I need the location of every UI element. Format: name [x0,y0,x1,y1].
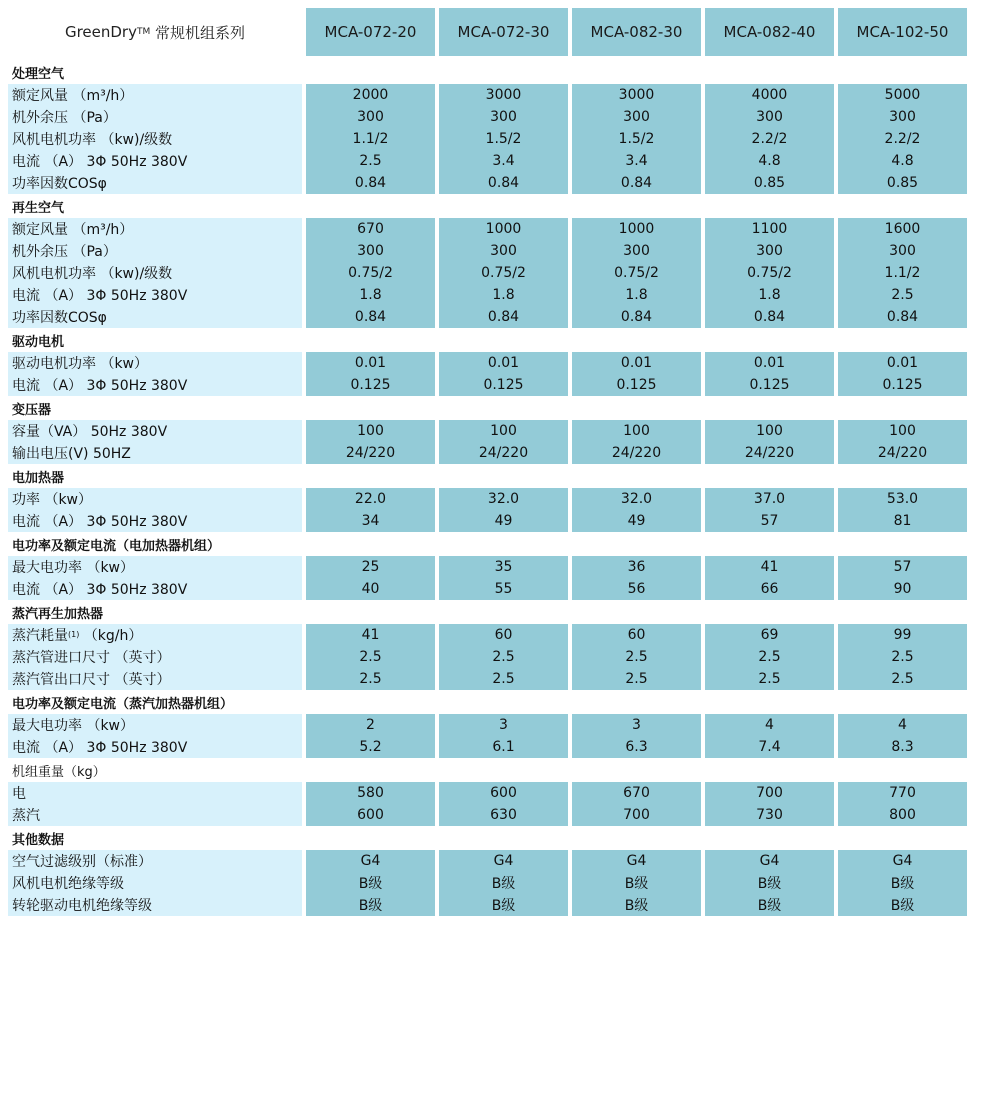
row-label [8,894,302,916]
value-cell: 34 [361,513,380,529]
value-column [439,488,568,532]
row-label-text: 蒸汽 [12,808,40,824]
value-cell: 300 [889,243,916,259]
value-cell: 0.85 [886,175,919,191]
row-label-text: 机外余压 （Pa） [12,110,117,126]
row-label [8,262,302,284]
value-cell: 630 [490,807,517,823]
value-column [705,420,834,464]
value-cell: G4 [626,853,647,869]
value-cell: 300 [623,109,650,125]
row-label-text: 电流 （A） 3Φ 50Hz 380V [12,514,188,530]
value-cell: B级 [890,898,915,914]
value-column [439,714,568,758]
value-cell: 300 [889,109,916,125]
row-label-text: 电流 （A） 3Φ 50Hz 380V [12,154,188,170]
value-cell: 32.0 [620,491,653,507]
value-cell: G4 [759,853,780,869]
section-title: 机组重量（kg） [8,758,984,782]
value-cell: 24/220 [744,445,795,461]
section-title: 处理空气 [8,60,984,84]
row-label [8,556,302,578]
value-cell: 7.4 [758,739,781,755]
value-cell: 0.84 [620,175,653,191]
value-cell: 32.0 [487,491,520,507]
value-cell: 24/220 [611,445,662,461]
value-cell: 8.3 [891,739,914,755]
value-cell: 770 [889,785,916,801]
value-cell: 1.8 [758,287,781,303]
value-cell: 600 [490,785,517,801]
value-column [439,782,568,826]
value-cell: 300 [490,243,517,259]
value-column [306,782,435,826]
value-column [838,218,967,328]
value-cell: 3000 [485,87,522,103]
value-cell: 60 [494,627,513,643]
value-column [572,218,701,328]
label-column [8,352,302,396]
row-label [8,128,302,150]
value-cell: 100 [623,423,650,439]
row-label [8,872,302,894]
row-label [8,646,302,668]
value-cell: 0.84 [354,309,387,325]
row-label [8,150,302,172]
row-label-text: 驱动电机功率 （kw） [12,356,149,372]
value-cell: 55 [494,581,513,597]
value-cell: 600 [357,807,384,823]
value-column [439,352,568,396]
row-label [8,850,302,872]
section-title: 变压器 [8,396,984,420]
value-cell: 0.01 [354,355,387,371]
value-cell: 3.4 [492,153,515,169]
value-cell: 69 [760,627,779,643]
value-column [439,624,568,690]
section-rows [8,624,984,690]
value-column [306,420,435,464]
value-column [838,624,967,690]
row-label [8,510,302,532]
value-cell: 24/220 [877,445,928,461]
brand-name: GreenDry [64,23,137,41]
row-label-text: 电流 （A） 3Φ 50Hz 380V [12,288,188,304]
label-column [8,218,302,328]
value-column [572,352,701,396]
value-cell: B级 [757,876,782,892]
value-cell: 90 [893,581,912,597]
value-cell: B级 [890,876,915,892]
value-cell: 4000 [751,87,788,103]
value-column [572,488,701,532]
value-cell: 100 [357,423,384,439]
row-label [8,420,302,442]
value-column [705,488,834,532]
row-label [8,172,302,194]
value-column [439,556,568,600]
value-cell: 3000 [618,87,655,103]
value-cell: 6.3 [625,739,648,755]
value-cell: 1.1/2 [884,265,921,281]
value-cell: 66 [760,581,779,597]
label-column [8,84,302,194]
value-column [838,782,967,826]
value-column [306,84,435,194]
value-cell: 5000 [884,87,921,103]
row-label [8,374,302,396]
value-cell: 1.5/2 [618,131,655,147]
value-cell: 0.125 [882,377,923,393]
value-cell: 100 [490,423,517,439]
value-cell: 0.01 [753,355,786,371]
row-label-text: 最大电功率 （kw） [12,718,135,734]
value-column [705,782,834,826]
value-cell: 2 [366,717,375,733]
value-cell: 700 [756,785,783,801]
value-column [572,782,701,826]
value-column [838,84,967,194]
value-cell: 2.2/2 [751,131,788,147]
model-header-3: MCA-082-30 [572,8,701,56]
value-cell: 2.5 [891,671,914,687]
row-label-text: 额定风量 （m³/h） [12,88,134,104]
value-column [838,850,967,916]
model-header-1: MCA-072-20 [306,8,435,56]
value-column [306,218,435,328]
value-cell: 56 [627,581,646,597]
value-cell: 4.8 [891,153,914,169]
value-cell: 0.84 [620,309,653,325]
value-cell: 41 [760,559,779,575]
value-cell: 81 [893,513,912,529]
section-rows [8,352,984,396]
value-column [439,420,568,464]
row-label-text: 额定风量 （m³/h） [12,222,134,238]
value-cell: 4 [765,717,774,733]
value-cell: 60 [627,627,646,643]
value-cell: 0.84 [753,309,786,325]
row-label-text: 蒸汽耗量 [12,628,68,644]
section-rows [8,84,984,194]
row-label-text: 电 [12,786,26,802]
section-title: 蒸汽再生加热器 [8,600,984,624]
row-label [8,306,302,328]
value-cell: 2.5 [625,671,648,687]
row-label-text: 转轮驱动电机绝缘等级 [12,898,152,914]
value-cell: 53.0 [886,491,919,507]
value-cell: 300 [357,243,384,259]
value-column [306,556,435,600]
value-cell: 580 [357,785,384,801]
value-cell: 0.75/2 [348,265,393,281]
value-cell: 2.5 [492,671,515,687]
value-cell: 24/220 [345,445,396,461]
value-cell: 2000 [352,87,389,103]
value-cell: 40 [361,581,380,597]
value-cell: B级 [491,876,516,892]
value-column [705,84,834,194]
value-cell: B级 [358,876,383,892]
value-cell: 2.5 [758,649,781,665]
value-cell: 0.125 [350,377,391,393]
value-cell: 41 [361,627,380,643]
value-cell: 2.5 [625,649,648,665]
value-cell: 35 [494,559,513,575]
label-column [8,714,302,758]
model-header-5: MCA-102-50 [838,8,967,56]
row-label-text: 空气过滤级别（标准） [12,854,152,870]
row-label-text: 蒸汽管进口尺寸 （英寸） [12,650,171,666]
row-label-unit: （kg/h） [79,628,143,644]
value-cell: 2.5 [891,287,914,303]
row-label-text: 机外余压 （Pa） [12,244,117,260]
value-column [838,714,967,758]
value-cell: 670 [623,785,650,801]
row-label-text: 输出电压(V) 50HZ [12,446,131,462]
value-column [306,624,435,690]
row-label [8,578,302,600]
row-label [8,668,302,690]
section-rows [8,782,984,826]
value-column [705,218,834,328]
value-cell: B级 [491,898,516,914]
value-cell: 49 [494,513,513,529]
row-label-text: 风机电机绝缘等级 [12,876,124,892]
value-cell: 800 [889,807,916,823]
value-cell: G4 [892,853,913,869]
value-column [306,488,435,532]
row-label-text: 容量（VA） 50Hz 380V [12,424,168,440]
row-label [8,442,302,464]
value-cell: 0.75/2 [614,265,659,281]
value-cell: G4 [360,853,381,869]
value-cell: 5.2 [359,739,382,755]
value-column [838,352,967,396]
section-title: 其他数据 [8,826,984,850]
value-column [572,624,701,690]
row-label [8,736,302,758]
value-cell: 1.8 [359,287,382,303]
row-label-text: 最大电功率 （kw） [12,560,135,576]
value-cell: 24/220 [478,445,529,461]
value-cell: 25 [361,559,380,575]
value-cell: B级 [624,898,649,914]
section-rows [8,218,984,328]
value-cell: 36 [627,559,646,575]
value-cell: B级 [358,898,383,914]
value-cell: 2.5 [758,671,781,687]
value-cell: 4 [898,717,907,733]
spec-table [8,8,984,916]
row-label-text: 风机电机功率 （kw)/级数 [12,132,173,148]
value-cell: 2.5 [359,153,382,169]
value-column [439,850,568,916]
value-column [572,714,701,758]
value-cell: 0.75/2 [747,265,792,281]
value-cell: 300 [756,109,783,125]
value-cell: 1000 [485,221,522,237]
value-cell: 0.84 [487,175,520,191]
row-label-text: 功率因数COSφ [12,310,107,326]
row-label [8,782,302,804]
value-cell: 0.01 [886,355,919,371]
value-cell: B级 [624,876,649,892]
value-cell: 1.8 [492,287,515,303]
value-cell: 2.5 [359,649,382,665]
row-label-text: 电流 （A） 3Φ 50Hz 380V [12,378,188,394]
value-cell: 730 [756,807,783,823]
value-column [572,850,701,916]
value-cell: 2.2/2 [884,131,921,147]
value-column [439,84,568,194]
section-rows [8,714,984,758]
value-column [705,850,834,916]
value-cell: 0.01 [487,355,520,371]
label-column [8,488,302,532]
value-column [705,624,834,690]
value-cell: 300 [623,243,650,259]
row-label [8,84,302,106]
table-body [8,60,984,916]
row-label [8,488,302,510]
section-title: 再生空气 [8,194,984,218]
value-column [306,352,435,396]
row-label [8,284,302,306]
section-title: 驱动电机 [8,328,984,352]
value-cell: 3 [499,717,508,733]
value-cell: 57 [893,559,912,575]
value-cell: 22.0 [354,491,387,507]
value-cell: 49 [627,513,646,529]
section-rows [8,556,984,600]
value-cell: 100 [756,423,783,439]
value-cell: 0.01 [620,355,653,371]
section-title: 电功率及额定电流（电加热器机组） [8,532,984,556]
row-label-text: 蒸汽管出口尺寸 （英寸） [12,672,171,688]
value-cell: 0.84 [354,175,387,191]
value-cell: 1.5/2 [485,131,522,147]
value-column [306,850,435,916]
value-column [572,84,701,194]
label-column [8,420,302,464]
value-cell: 99 [893,627,912,643]
value-column [838,488,967,532]
row-label: 蒸汽耗量 (1) （kg/h） [8,624,302,646]
value-cell: 1.8 [625,287,648,303]
section-rows [8,488,984,532]
series-title: GreenDry TM 常规机组系列 [8,8,302,56]
row-label [8,106,302,128]
value-cell: 37.0 [753,491,786,507]
series-label: 常规机组系列 [155,23,246,42]
value-cell: 0.84 [886,309,919,325]
value-cell: 4.8 [758,153,781,169]
row-label [8,804,302,826]
row-label [8,218,302,240]
value-cell: 670 [357,221,384,237]
section-title: 电功率及额定电流（蒸汽加热器机组） [8,690,984,714]
model-header-2: MCA-072-30 [439,8,568,56]
value-column [705,714,834,758]
value-cell: 0.125 [749,377,790,393]
value-cell: 1000 [618,221,655,237]
row-label-text: 电流 （A） 3Φ 50Hz 380V [12,582,188,598]
row-label-text: 风机电机功率 （kw)/级数 [12,266,173,282]
value-cell: 2.5 [891,649,914,665]
value-cell: 300 [490,109,517,125]
row-label [8,714,302,736]
value-cell: 0.84 [487,309,520,325]
value-cell: 300 [756,243,783,259]
label-column [8,556,302,600]
label-column [8,624,302,690]
section-title: 电加热器 [8,464,984,488]
header-row [8,8,984,56]
value-cell: 0.85 [753,175,786,191]
label-column [8,850,302,916]
value-cell: 3.4 [625,153,648,169]
model-header-4: MCA-082-40 [705,8,834,56]
value-cell: 0.125 [616,377,657,393]
value-cell: 57 [760,513,779,529]
row-label-text: 功率因数COSφ [12,176,107,192]
row-label-text: 电流 （A） 3Φ 50Hz 380V [12,740,188,756]
row-label-text: 功率 （kw） [12,492,93,508]
value-column [572,420,701,464]
value-cell: 3 [632,717,641,733]
value-column [838,420,967,464]
value-column [705,352,834,396]
value-cell: 1100 [751,221,788,237]
value-column [306,714,435,758]
value-column [705,556,834,600]
value-cell: 0.125 [483,377,524,393]
value-cell: 1600 [884,221,921,237]
value-column [439,218,568,328]
value-cell: 1.1/2 [352,131,389,147]
value-cell: 300 [357,109,384,125]
value-cell: 0.75/2 [481,265,526,281]
value-cell: 6.1 [492,739,515,755]
row-label [8,240,302,262]
value-cell: 2.5 [359,671,382,687]
value-cell: 100 [889,423,916,439]
value-column [572,556,701,600]
section-rows [8,420,984,464]
row-label [8,352,302,374]
value-cell: 2.5 [492,649,515,665]
section-rows [8,850,984,916]
value-cell: 700 [623,807,650,823]
value-cell: B级 [757,898,782,914]
label-column [8,782,302,826]
value-cell: G4 [493,853,514,869]
value-column [838,556,967,600]
